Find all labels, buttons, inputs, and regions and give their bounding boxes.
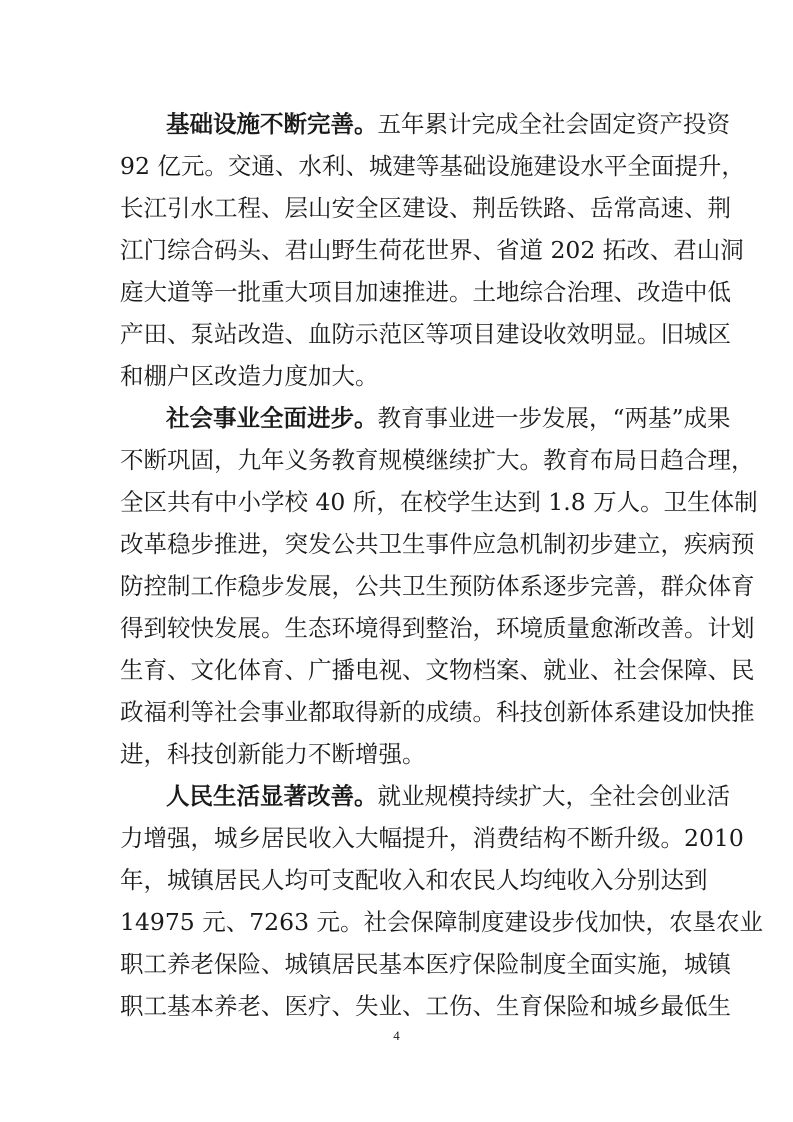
- paragraph-line: 长江引水工程、层山安全区建设、荆岳铁路、岳常高速、荆: [120, 194, 731, 222]
- paragraph-line: 职工养老保险、城镇居民基本医疗保险制度全面实施，城镇: [120, 950, 731, 978]
- paragraph-text: 五年累计完成全社会固定资产投资: [377, 110, 730, 138]
- paragraph-line: 和棚户区改造力度加大。: [120, 362, 379, 390]
- paragraph-line: 力增强，城乡居民收入大幅提升，消费结构不断升级。2010: [120, 824, 744, 852]
- paragraph-line: 职工基本养老、医疗、失业、工伤、生育保险和城乡最低生: [120, 992, 731, 1020]
- paragraph-heading: 人民生活显著改善。: [166, 782, 378, 810]
- paragraph-social-line-1: [166, 404, 731, 432]
- paragraph-heading: 基础设施不断完善。: [166, 110, 378, 138]
- paragraph-text: 教育事业进一步发展，“两基”成果: [377, 404, 731, 432]
- paragraph-line: 年，城镇居民人均可支配收入和农民人均纯收入分别达到: [120, 866, 708, 894]
- paragraph-line: 14975 元、7263 元。社会保障制度建设步伐加快，农垦农业: [120, 908, 764, 936]
- paragraph-line: 江门综合码头、君山野生荷花世界、省道 202 拓改、君山洞: [120, 236, 744, 264]
- paragraph-line: 生育、文化体育、广播电视、文物档案、就业、社会保障、民: [120, 656, 755, 684]
- paragraph-line: 庭大道等一批重大项目加速推进。土地综合治理、改造中低: [120, 278, 731, 306]
- paragraph-livelihood-line-1: [166, 782, 730, 810]
- paragraph-infrastructure-line-1: [166, 110, 730, 138]
- paragraph-line: 不断巩固，九年义务教育规模继续扩大。教育布局日趋合理，: [120, 446, 755, 474]
- paragraph-heading: 社会事业全面进步。: [166, 404, 378, 432]
- paragraph-line: 产田、泵站改造、血防示范区等项目建设收效明显。旧城区: [120, 320, 731, 348]
- paragraph-line: 防控制工作稳步发展，公共卫生预防体系逐步完善，群众体育: [120, 572, 755, 600]
- paragraph-text: 就业规模持续扩大，全社会创业活: [377, 782, 730, 810]
- paragraph-line: 进，科技创新能力不断增强。: [120, 740, 426, 768]
- paragraph-line: 政福利等社会事业都取得新的成绩。科技创新体系建设加快推: [120, 698, 755, 726]
- page-number: 4: [393, 1028, 400, 1043]
- paragraph-line: 92 亿元。交通、水利、城建等基础设施建设水平全面提升，: [120, 152, 745, 180]
- paragraph-line: 改革稳步推进，突发公共卫生事件应急机制初步建立，疾病预: [120, 530, 755, 558]
- paragraph-line: 全区共有中小学校 40 所，在校学生达到 1.8 万人。卫生体制: [120, 488, 758, 516]
- paragraph-line: 得到较快发展。生态环境得到整治，环境质量愈渐改善。计划: [120, 614, 755, 642]
